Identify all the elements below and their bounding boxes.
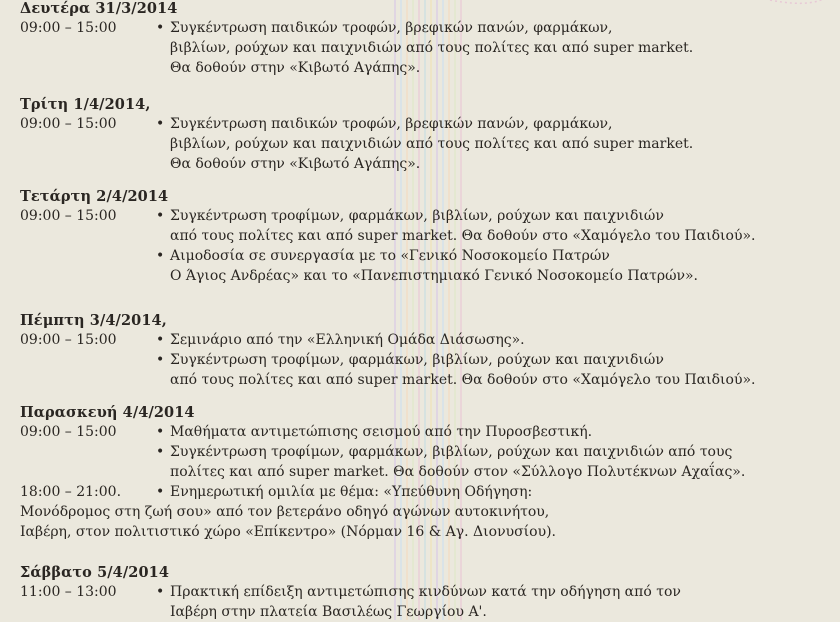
bullet-icon: • <box>156 484 165 500</box>
event-text-line: βιβλίων, ρούχων και παιχνιδιών από τους πολίτες και από super market. <box>170 40 694 56</box>
event-item <box>156 114 828 174</box>
event-text-line: Ιαβέρη, στον πολιτιστικό χώρο «Επίκεντρο» (Νόρμαν 16 & Αγ. Διονυσίου). <box>20 524 556 540</box>
day-section <box>18 96 828 174</box>
day-section <box>18 188 828 286</box>
slot-items <box>156 422 828 482</box>
event-item <box>156 350 828 390</box>
event-text-line: Πρακτική επίδειξη αντιμετώπισης κινδύνων κατά την οδήγηση από τον <box>170 584 681 600</box>
time-slot <box>18 482 828 542</box>
day-section <box>18 404 828 542</box>
time-range: 09:00 – 15:00 <box>20 116 117 132</box>
slot-items <box>156 114 828 174</box>
event-text-line: Θα δοθούν στην «Κιβωτό Αγάπης». <box>170 60 421 76</box>
event-text-line: Συγκέντρωση τροφίμων, φαρμάκων, βιβλίων, ρούχων και παιχνιδιών <box>170 352 664 368</box>
time-range: 09:00 – 15:00 <box>20 20 117 36</box>
time-slot <box>18 114 828 174</box>
event-text-line: από τους πολίτες και από super market. Θα δοθούν στο «Χαμόγελο του Παιδιού». <box>170 372 756 388</box>
event-text-line: βιβλίων, ρούχων και παιχνιδιών από τους πολίτες και από super market. <box>170 136 694 152</box>
slot-items <box>156 582 828 622</box>
event-item <box>156 582 828 622</box>
bullet-icon: • <box>156 584 165 600</box>
day-title: Δευτέρα 31/3/2014 <box>20 0 178 17</box>
event-text-line: Ενημερωτική ομιλία με θέμα: «Υπεύθυνη Οδήγηση: <box>170 484 533 500</box>
day-section <box>18 312 828 390</box>
bullet-icon: • <box>156 332 165 348</box>
time-slot <box>18 206 828 286</box>
event-item <box>156 18 828 78</box>
event-item <box>156 330 828 350</box>
day-title: Παρασκευή 4/4/2014 <box>20 404 195 421</box>
event-text-line: από τους πολίτες και από super market. Θα δοθούν στο «Χαμόγελο του Παιδιού». <box>170 228 756 244</box>
bullet-icon: • <box>156 208 165 224</box>
event-item <box>156 442 828 482</box>
bullet-icon: • <box>156 116 165 132</box>
day-title: Πέμπτη 3/4/2014, <box>20 312 167 329</box>
time-range: 18:00 – 21:00. <box>20 484 122 500</box>
time-slot <box>18 582 828 622</box>
event-item <box>156 422 828 442</box>
event-text-line: Ο Άγιος Ανδρέας» και το «Πανεπιστημιακό Γενικό Νοσοκομείο Πατρών». <box>170 268 699 284</box>
bullet-icon: • <box>156 424 165 440</box>
day-section <box>18 0 828 78</box>
time-range: 09:00 – 15:00 <box>20 208 117 224</box>
event-text-line: Μονόδρομος στη ζωή σου» από τον βετεράνο οδηγό αγώνων αυτοκινήτου, <box>20 504 550 520</box>
slot-items <box>156 206 828 286</box>
event-text-line: πολίτες και από super market. Θα δοθούν στον «Σύλλογο Πολυτέκνων Αχαΐας». <box>170 464 746 480</box>
time-slot <box>18 330 828 390</box>
slot-items <box>156 18 828 78</box>
event-item <box>156 206 828 246</box>
time-range: 09:00 – 15:00 <box>20 424 117 440</box>
time-slot <box>18 18 828 78</box>
day-title: Τετάρτη 2/4/2014 <box>20 188 169 205</box>
time-range: 09:00 – 15:00 <box>20 332 117 348</box>
slot-items <box>156 330 828 390</box>
bullet-icon: • <box>156 444 165 460</box>
event-text-line: Συγκέντρωση τροφίμων, φαρμάκων, βιβλίων, ρούχων και παιχνιδιών <box>170 208 664 224</box>
event-text-line: Συγκέντρωση παιδικών τροφών, βρεφικών πανών, φαρμάκων, <box>170 20 613 36</box>
bullet-icon: • <box>156 20 165 36</box>
time-range: 11:00 – 13:00 <box>20 584 117 600</box>
day-title: Σάββατο 5/4/2014 <box>20 564 170 581</box>
event-text-line: Συγκέντρωση παιδικών τροφών, βρεφικών πανών, φαρμάκων, <box>170 116 613 132</box>
bullet-icon: • <box>156 352 165 368</box>
day-title: Τρίτη 1/4/2014, <box>20 96 151 113</box>
event-text-line: Συγκέντρωση τροφίμων, φαρμάκων, βιβλίων, ρούχων και παιχνιδιών από τους <box>170 444 733 460</box>
event-text-line: Αιμοδοσία σε συνεργασία με το «Γενικό Νοσοκομείο Πατρών <box>170 248 610 264</box>
event-item <box>156 246 828 286</box>
day-section <box>18 564 828 622</box>
time-slot <box>18 422 828 482</box>
event-text-line: Ιαβέρη στην πλατεία Βασιλέως Γεωργίου Α'. <box>170 604 487 620</box>
event-text-line: Θα δοθούν στην «Κιβωτό Αγάπης». <box>170 156 421 172</box>
event-text-line: Μαθήματα αντιμετώπισης σεισμού από την Πυροσβεστική. <box>170 424 593 440</box>
bullet-icon: • <box>156 248 165 264</box>
event-text-line: Σεμινάριο από την «Ελληνική Ομάδα Διάσωσης». <box>170 332 525 348</box>
